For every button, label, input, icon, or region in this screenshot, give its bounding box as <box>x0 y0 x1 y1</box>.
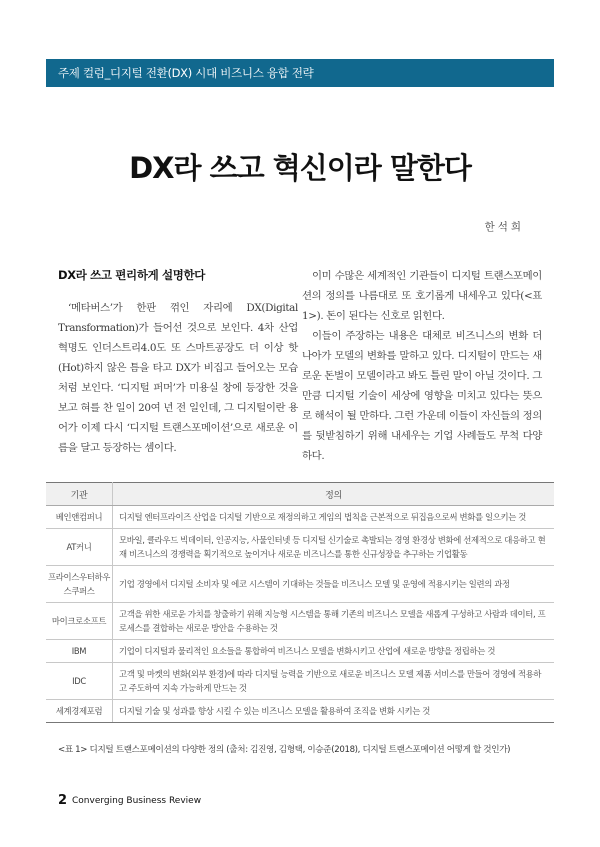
table-cell-definition: 모바일, 클라우드 빅데이터, 인공지능, 사물인터넷 등 디지털 신기술로 촉발되는 경영 환경상 변화에 선제적으로 대응하고 현재 비즈니스의 경쟁력을 획기적으로 높이거나 새로운 비즈니스를 통한 신규성장을 추구하는 기업활동 <box>113 529 555 566</box>
table-cell-definition: 고객을 위한 새로운 가치를 창출하기 위해 지능형 시스템을 통해 기존의 비즈니스 모델을 새롭게 구성하고 사람과 데이터, 프로세스를 결합하는 새로운 방안을 수용하는 것 <box>113 603 555 640</box>
table-cell-org: 세계경제포럼 <box>46 700 113 723</box>
left-column <box>58 266 298 458</box>
table-cell-definition: 디지털 기술 및 성과를 향상 시킬 수 있는 비즈니스 모델을 활용하여 조직을 변화 시키는 것 <box>113 700 555 723</box>
table-row <box>46 603 554 640</box>
table-cell-org: 베인앤컴퍼니 <box>46 506 113 529</box>
table-cell-definition: 기업 경영에서 디지털 소비자 및 에코 시스템이 기대하는 것들을 비즈니스 모델 및 운영에 적용시키는 일련의 과정 <box>113 566 555 603</box>
table-caption: <표 1> 디지털 트랜스포메이션의 다양한 정의 (출처: 김진영, 김형택, 이승준(2018), 디지털 트랜스포메이션 어떻게 할 것인가) <box>58 745 511 755</box>
table-cell-definition: 기업이 디지털과 물리적인 요소들을 통합하여 비즈니스 모델을 변화시키고 산업에 새로운 방향을 정립하는 것 <box>113 640 555 663</box>
table-row <box>46 640 554 663</box>
table-row <box>46 529 554 566</box>
section-subtitle: DX라 쓰고 편리하게 설명한다 <box>58 268 206 282</box>
article-title: DX라 쓰고 혁신이라 말한다 <box>129 151 471 185</box>
left-paragraph: ‘메타버스’가 한판 꺾인 자리에 DX(Digital Transformation)가 들어선 것으로 보인다. 4차 산업혁명도 인더스트리4.0도 또 스마트공장도 더 이상 핫(Hot)하지 않은 틈을 타고 DX가 비집고 들어오는 모습처럼 보인다. ‘디지털 퍼머’가 미용실 창에 등장한 것을 보고 혀를 찬 일이 20여 년 전 일인데, 그 디지털이란 용어가 이제 다시 ‘디지털 트랜스포메이션’으로 새로운 이름을 달고 등장하는 셈이다. <box>58 302 298 454</box>
right-column <box>302 266 542 466</box>
author-name: 한석희 <box>484 221 524 233</box>
table-header-definition: 정의 <box>113 483 555 506</box>
definitions-table <box>46 482 554 723</box>
table-cell-definition: 고객 및 마켓의 변화(외부 환경)에 따라 디지털 능력을 기반으로 새로운 비즈니스 모델 제품 서비스를 만들어 경영에 적용하고 주도하여 지속 가능하게 만드는 것 <box>113 663 555 700</box>
table-cell-org: IDC <box>46 663 113 700</box>
right-paragraph-1: 이미 수많은 세계적인 기관들이 디지털 트랜스포메이션의 정의를 나름대로 또 호기롭게 내세우고 있다(<표 1>). 돈이 된다는 신호로 읽힌다. <box>302 270 542 322</box>
table-row <box>46 663 554 700</box>
table-row <box>46 506 554 529</box>
table-row <box>46 566 554 603</box>
column-header-band <box>46 59 554 87</box>
publication-name: Converging Business Review <box>72 796 202 806</box>
table-cell-org: 프라이스우터하우스쿠퍼스 <box>46 566 113 603</box>
table-cell-org: AT커니 <box>46 529 113 566</box>
page-number: 2 <box>58 793 68 808</box>
table-cell-org: 마이크로소프트 <box>46 603 113 640</box>
table-cell-definition: 디지털 엔터프라이즈 산업을 디지털 기반으로 재정의하고 게임의 법칙을 근본적으로 뒤집음으로써 변화를 일으키는 것 <box>113 506 555 529</box>
table-row <box>46 700 554 723</box>
column-header-text: 주제 컬럼_디지털 전환(DX) 시대 비즈니스 융합 전략 <box>58 66 314 80</box>
table-header-row <box>46 483 554 506</box>
table-header-org: 기관 <box>46 483 113 506</box>
right-paragraph-2: 이들이 주장하는 내용은 대체로 비즈니스의 변화 더 나아가 모델의 변화를 말하고 있다. 디지털이 만드는 새로운 돈벌이 모델이라고 봐도 틀린 말이 아닐 것이다. 그만큼 디지털 기술이 세상에 영향을 미치고 있다는 뜻으로 해석이 될 만하다. 그런 가운데 이들이 자신들의 정의를 뒷받침하기 위해 내세우는 기업 사례들도 무척 다양하다. <box>302 330 542 462</box>
table-cell-org: IBM <box>46 640 113 663</box>
